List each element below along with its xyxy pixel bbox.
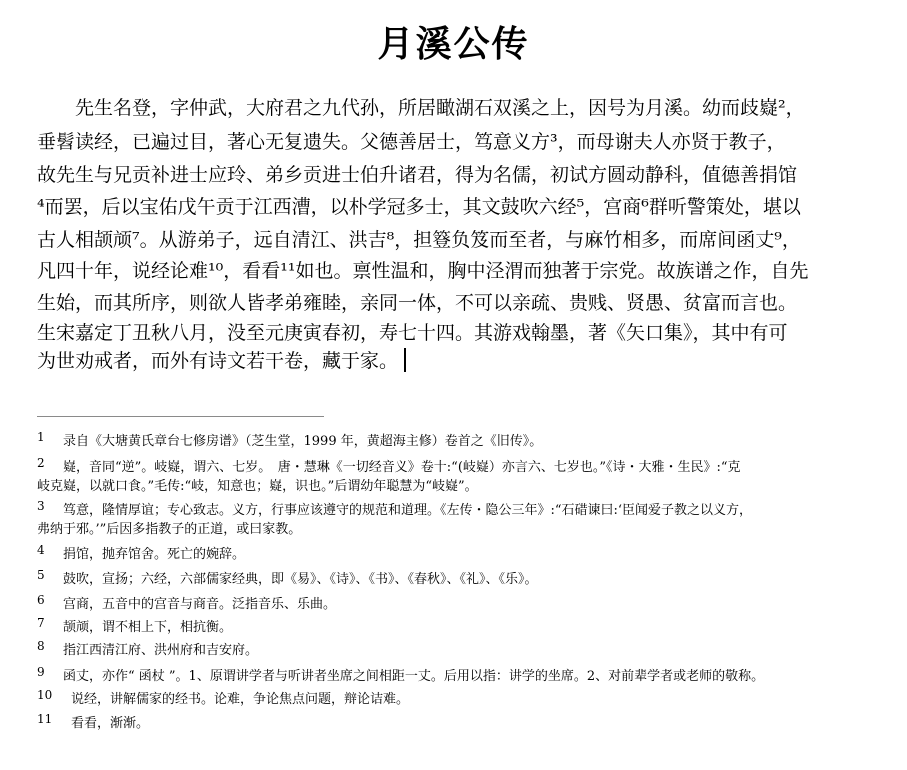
footnote xyxy=(37,618,887,637)
footnote-number: 1 xyxy=(37,430,45,444)
text-cursor xyxy=(404,348,406,372)
footnote-separator xyxy=(37,416,324,417)
footnote-number: 10 xyxy=(37,688,53,702)
footnote-text: 指江西清江府、洪州府和吉安府。 xyxy=(63,643,259,658)
footnote xyxy=(37,432,887,451)
footnote-text: 看看，渐渐。 xyxy=(71,716,150,731)
footnote-number: 11 xyxy=(37,712,53,726)
footnote xyxy=(37,714,887,733)
body-line: ⁴而罢，后以宝佑戊午贡于江西漕，以朴学冠多士，其文鼓吹六经⁵，宫商⁶群听警策处，堪以 xyxy=(37,196,801,218)
document-title: 月溪公传 xyxy=(377,23,530,65)
footnote-number: 4 xyxy=(37,543,45,557)
footnote-number: 8 xyxy=(37,639,45,653)
footnote-text: 岐克嶷，以就口食。”毛传:“岐，知意也；嶷，识也。”后谓幼年聪慧为“岐嶷”。 xyxy=(37,479,478,494)
footnote xyxy=(37,595,887,614)
footnote xyxy=(37,690,887,709)
body-line: 生宋嘉定丁丑秋八月，没至元庚寅春初，寿七十四。其游戏翰墨，著《矢口集》，其中有可 xyxy=(37,322,788,344)
footnote-text: 笃意，隆情厚谊；专心致志。义方，行事应该遵守的规范和道理。《左传・隐公三年》:“石碏谏曰:‘臣闻爱子教之以义方， xyxy=(63,503,753,518)
body-line-text: 为世劝戒者，而外有诗文若干卷，藏于家。 xyxy=(37,350,399,372)
footnote-text: 函丈，亦作“ 函杖 ”。1、原谓讲学者与听讲者坐席之间相距一丈。后用以指：讲学的坐席。2、对前辈学者或老师的敬称。 xyxy=(63,669,765,684)
footnote-text: 颉颃，谓不相上下，相抗衡。 xyxy=(63,620,233,635)
footnote-text: 说经，讲解儒家的经书。论难，争论焦点问题，辩论诘难。 xyxy=(71,692,410,707)
footnote-text: 鼓吹，宣扬；六经，六部儒家经典，即《易》、《诗》、《书》、《春秋》、《礼》、《乐》。 xyxy=(63,572,538,587)
body-line: 故先生与兄贡补进士应玲、弟乡贡进士伯升诸君，得为名儒，初试方圆动静科，值德善捐馆 xyxy=(37,164,798,186)
footnote xyxy=(37,458,887,496)
body-line: 先生名登，字仲武，大府君之九代孙，所居瞰湖石双溪之上，因号为月溪。幼而歧嶷²， xyxy=(37,97,805,119)
footnote-text: 嶷，音同“逆”。岐嶷，谓六、七岁。 唐・慧琳《一切经音义》卷十:“(岐嶷）亦言六、七岁也。”《诗・大雅・生民》:“克 xyxy=(63,460,741,475)
body-line: 凡四十年，说经论难¹⁰，看看¹¹如也。禀性温和，胸中泾渭而独著于宗党。故族谱之作，自先 xyxy=(37,260,809,282)
footnote xyxy=(37,501,887,539)
footnote-number: 5 xyxy=(37,568,45,582)
body-line: 古人相颉颃⁷。从游弟子，远自清江、洪吉⁸，担簦负笈而至者，与麻竹相多，而席间函丈⁹， xyxy=(37,229,801,251)
footnote-text: 捐馆，抛弃馆舍。死亡的婉辞。 xyxy=(63,547,246,562)
footnote xyxy=(37,545,887,564)
body-line: 生始，而其所序，则欲人皆孝弟雍睦，亲同一体，不可以亲疏、贵贱、贤愚、贫富而言也。 xyxy=(37,292,798,314)
footnote xyxy=(37,667,887,686)
footnote-number: 3 xyxy=(37,499,45,513)
body-line: 垂髫读经，已遍过目，著心无复遗失。父德善居士，笃意义方³，而母谢夫人亦贤于教子， xyxy=(37,131,786,153)
footnote-number: 9 xyxy=(37,665,45,679)
footnote-text: 弗纳于邪。’”后因多指教子的正道，或曰家教。 xyxy=(37,522,302,537)
footnote-number: 2 xyxy=(37,456,45,470)
footnote xyxy=(37,570,887,589)
body-line-last xyxy=(37,346,877,376)
footnote-text: 录自《大塘黄氏章台七修房谱》（芝生堂，1999 年，黄超海主修）卷首之《旧传》。 xyxy=(63,434,543,449)
footnote xyxy=(37,641,887,660)
footnote-number: 7 xyxy=(37,616,45,630)
footnote-text: 宫商，五音中的宫音与商音。泛指音乐、乐曲。 xyxy=(63,597,337,612)
footnote-number: 6 xyxy=(37,593,45,607)
